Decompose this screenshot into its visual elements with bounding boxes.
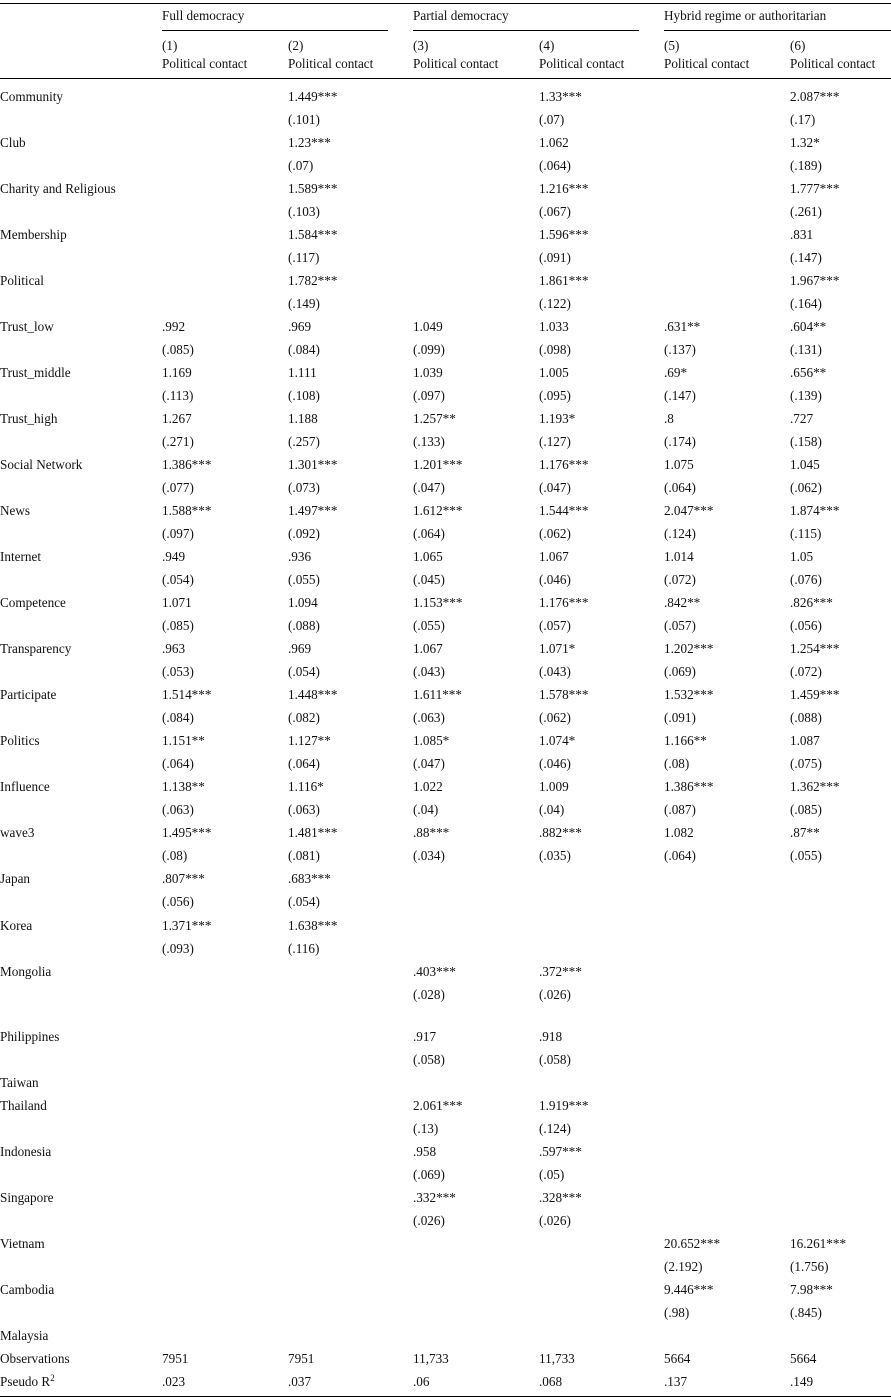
coefficient-cell: 1.612*** xyxy=(413,503,463,518)
coefficient-cell: 1.153*** xyxy=(413,595,463,610)
coefficient-cell: 1.039 xyxy=(413,365,443,380)
std-error-cell: (.026) xyxy=(539,987,571,1002)
std-error-cell: (.055) xyxy=(288,572,320,587)
std-error-cell: (.076) xyxy=(790,572,822,587)
std-error-cell: (.091) xyxy=(539,250,571,265)
std-error-cell: (.116) xyxy=(288,941,320,956)
coefficient-cell: 1.449*** xyxy=(288,89,338,104)
column-label: Political contact xyxy=(790,56,876,71)
std-error-cell: (.058) xyxy=(413,1052,445,1067)
coefficient-cell: 1.448*** xyxy=(288,687,338,702)
row-label: Thailand xyxy=(0,1098,47,1113)
std-error-cell: (.115) xyxy=(790,526,822,541)
coefficient-cell: .936 xyxy=(288,549,312,564)
std-error-cell: (.139) xyxy=(790,388,822,403)
std-error-cell: (.087) xyxy=(664,802,696,817)
std-error-cell: (.164) xyxy=(790,296,822,311)
std-error-cell: (.072) xyxy=(664,572,696,587)
std-error-cell: (.091) xyxy=(664,710,696,725)
coefficient-cell: 1.188 xyxy=(288,411,318,426)
coefficient-cell: 1.067 xyxy=(539,549,569,564)
std-error-cell: (.055) xyxy=(413,618,445,633)
row-label: Indonesia xyxy=(0,1144,52,1159)
coefficient-cell: 1.014 xyxy=(664,549,694,564)
coefficient-cell: 1.071* xyxy=(539,641,576,656)
coefficient-cell: 7951 xyxy=(162,1351,189,1366)
coefficient-cell: .727 xyxy=(790,411,814,426)
std-error-cell: (.131) xyxy=(790,342,822,357)
std-error-cell: (.127) xyxy=(539,434,571,449)
coefficient-cell: 1.611*** xyxy=(413,687,462,702)
row-label: Trust_low xyxy=(0,319,54,334)
std-error-cell: (.17) xyxy=(790,112,816,127)
coefficient-cell: 1.166** xyxy=(664,733,707,748)
coefficient-cell: 2.087*** xyxy=(790,89,840,104)
std-error-cell: (.08) xyxy=(664,756,690,771)
coefficient-cell: 1.094 xyxy=(288,595,318,610)
coefficient-cell: 1.254*** xyxy=(790,641,840,656)
std-error-cell: (.097) xyxy=(162,526,194,541)
coefficient-cell: 2.047*** xyxy=(664,503,714,518)
coefficient-cell: .917 xyxy=(413,1029,437,1044)
std-error-cell: (.057) xyxy=(664,618,696,633)
std-error-cell: (.097) xyxy=(413,388,445,403)
std-error-cell: (.04) xyxy=(413,802,439,817)
std-error-cell: (.028) xyxy=(413,987,445,1002)
std-error-cell: (.062) xyxy=(539,526,571,541)
coefficient-cell: 1.638*** xyxy=(288,918,338,933)
std-error-cell: (.063) xyxy=(162,802,194,817)
coefficient-cell: .023 xyxy=(162,1374,186,1389)
coefficient-cell: 1.045 xyxy=(790,457,820,472)
coefficient-cell: 1.32* xyxy=(790,135,820,150)
coefficient-cell: 1.967*** xyxy=(790,273,840,288)
std-error-cell: (.085) xyxy=(790,802,822,817)
std-error-cell: (.113) xyxy=(162,388,194,403)
coefficient-cell: 1.085* xyxy=(413,733,450,748)
coefficient-cell: 1.371*** xyxy=(162,918,212,933)
row-label: Philippines xyxy=(0,1029,60,1044)
std-error-cell: (.082) xyxy=(288,710,320,725)
coefficient-cell: .992 xyxy=(162,319,186,334)
coefficient-cell: 1.777*** xyxy=(790,181,840,196)
group-underline xyxy=(413,30,639,31)
coefficient-cell: 1.201*** xyxy=(413,457,463,472)
column-number: (2) xyxy=(288,38,304,53)
std-error-cell: (.98) xyxy=(664,1305,690,1320)
coefficient-cell: 1.082 xyxy=(664,825,694,840)
coefficient-cell: 1.116* xyxy=(288,779,324,794)
std-error-cell: (.081) xyxy=(288,848,320,863)
std-error-cell: (.056) xyxy=(790,618,822,633)
row-label: Political xyxy=(0,273,44,288)
superscript: 2 xyxy=(50,1373,55,1383)
std-error-cell: (.072) xyxy=(790,664,822,679)
column-label: Political contact xyxy=(413,56,499,71)
coefficient-cell: .958 xyxy=(413,1144,437,1159)
coefficient-cell: 16.261*** xyxy=(790,1236,847,1251)
std-error-cell: (.084) xyxy=(162,710,194,725)
row-label: Singapore xyxy=(0,1190,54,1205)
std-error-cell: (.099) xyxy=(413,342,445,357)
std-error-cell: (.047) xyxy=(413,480,445,495)
group-underline xyxy=(162,30,388,31)
std-error-cell: (.092) xyxy=(288,526,320,541)
coefficient-cell: 1.588*** xyxy=(162,503,212,518)
coefficient-cell: 1.049 xyxy=(413,319,443,334)
std-error-cell: (.124) xyxy=(539,1121,571,1136)
coefficient-cell: .882*** xyxy=(539,825,582,840)
column-label: Political contact xyxy=(539,56,625,71)
std-error-cell: (.088) xyxy=(790,710,822,725)
row-label: wave3 xyxy=(0,825,35,840)
coefficient-cell: 1.578*** xyxy=(539,687,589,702)
coefficient-cell: .69* xyxy=(664,365,688,380)
std-error-cell: (.056) xyxy=(162,894,194,909)
std-error-cell: (.043) xyxy=(539,664,571,679)
coefficient-cell: 1.497*** xyxy=(288,503,338,518)
std-error-cell: (.845) xyxy=(790,1305,822,1320)
coefficient-cell: 1.267 xyxy=(162,411,192,426)
row-label: Trust_middle xyxy=(0,365,71,380)
coefficient-cell: 1.067 xyxy=(413,641,443,656)
std-error-cell: (.149) xyxy=(288,296,320,311)
std-error-cell: (.189) xyxy=(790,158,822,173)
std-error-cell: (.064) xyxy=(162,756,194,771)
coefficient-cell: 1.514*** xyxy=(162,687,212,702)
std-error-cell: (.098) xyxy=(539,342,571,357)
row-label: Trust_high xyxy=(0,411,58,426)
std-error-cell: (.158) xyxy=(790,434,822,449)
coefficient-cell: 1.169 xyxy=(162,365,192,380)
coefficient-cell: 1.532*** xyxy=(664,687,714,702)
coefficient-cell: .037 xyxy=(288,1374,312,1389)
std-error-cell: (.085) xyxy=(162,342,194,357)
std-error-cell: (.046) xyxy=(539,572,571,587)
coefficient-cell: 1.193* xyxy=(539,411,576,426)
std-error-cell: (.04) xyxy=(539,802,565,817)
group-header: Full democracy xyxy=(162,8,245,23)
coefficient-cell: 1.782*** xyxy=(288,273,338,288)
coefficient-cell: .604** xyxy=(790,319,827,334)
std-error-cell: (.108) xyxy=(288,388,320,403)
coefficient-cell: .963 xyxy=(162,641,186,656)
coefficient-cell: 1.005 xyxy=(539,365,569,380)
coefficient-cell: 1.071 xyxy=(162,595,192,610)
std-error-cell: (1.756) xyxy=(790,1259,829,1274)
std-error-cell: (.093) xyxy=(162,941,194,956)
row-label: Cambodia xyxy=(0,1282,55,1297)
column-number: (3) xyxy=(413,38,429,53)
coefficient-cell: .969 xyxy=(288,319,312,334)
coefficient-cell: 1.589*** xyxy=(288,181,338,196)
row-label: Pseudo $R^2$ xyxy=(0,1373,55,1389)
coefficient-cell: 1.459*** xyxy=(790,687,840,702)
coefficient-cell: .949 xyxy=(162,549,186,564)
coefficient-cell: .328*** xyxy=(539,1190,582,1205)
coefficient-cell: 1.127** xyxy=(288,733,331,748)
coefficient-cell: 1.544*** xyxy=(539,503,589,518)
std-error-cell: (.08) xyxy=(162,848,188,863)
coefficient-cell: .826*** xyxy=(790,595,833,610)
coefficient-cell: .332*** xyxy=(413,1190,456,1205)
coefficient-cell: 7951 xyxy=(288,1351,315,1366)
std-error-cell: (.05) xyxy=(539,1167,565,1182)
coefficient-cell: .372*** xyxy=(539,964,582,979)
std-error-cell: (.122) xyxy=(539,296,571,311)
coefficient-cell: 1.033 xyxy=(539,319,569,334)
row-label: Observations xyxy=(0,1351,70,1366)
std-error-cell: (.067) xyxy=(539,204,571,219)
std-error-cell: (.174) xyxy=(664,434,696,449)
coefficient-cell: 1.362*** xyxy=(790,779,840,794)
column-label: Political contact xyxy=(664,56,750,71)
coefficient-cell: 1.301*** xyxy=(288,457,338,472)
coefficient-cell: 1.874*** xyxy=(790,503,840,518)
row-label: News xyxy=(0,503,31,518)
coefficient-cell: 1.05 xyxy=(790,549,814,564)
std-error-cell: (.053) xyxy=(162,664,194,679)
std-error-cell: (.07) xyxy=(288,158,314,173)
std-error-cell: (.147) xyxy=(790,250,822,265)
std-error-cell: (.054) xyxy=(288,664,320,679)
column-number: (6) xyxy=(790,38,806,53)
std-error-cell: (.062) xyxy=(790,480,822,495)
column-label: Political contact xyxy=(162,56,248,71)
std-error-cell: (.124) xyxy=(664,526,696,541)
std-error-cell: (.064) xyxy=(664,848,696,863)
std-error-cell: (.045) xyxy=(413,572,445,587)
column-number: (4) xyxy=(539,38,555,53)
std-error-cell: (.069) xyxy=(413,1167,445,1182)
coefficient-cell: 1.861*** xyxy=(539,273,589,288)
row-label: Korea xyxy=(0,918,33,933)
coefficient-cell: .842** xyxy=(664,595,701,610)
std-error-cell: (.046) xyxy=(539,756,571,771)
coefficient-cell: 1.151** xyxy=(162,733,205,748)
coefficient-cell: .807*** xyxy=(162,871,205,886)
coefficient-cell: .137 xyxy=(664,1374,688,1389)
std-error-cell: (.271) xyxy=(162,434,194,449)
coefficient-cell: 1.386*** xyxy=(162,457,212,472)
coefficient-cell: .068 xyxy=(539,1374,563,1389)
coefficient-cell: 20.652*** xyxy=(664,1236,721,1251)
std-error-cell: (.103) xyxy=(288,204,320,219)
std-error-cell: (.047) xyxy=(413,756,445,771)
coefficient-cell: 1.176*** xyxy=(539,457,589,472)
row-label: Competence xyxy=(0,595,66,610)
std-error-cell: (.07) xyxy=(539,112,565,127)
coefficient-cell: .656** xyxy=(790,365,827,380)
coefficient-cell: .88*** xyxy=(413,825,450,840)
coefficient-cell: .918 xyxy=(539,1029,563,1044)
coefficient-cell: 1.257** xyxy=(413,411,456,426)
coefficient-cell: 1.481*** xyxy=(288,825,338,840)
std-error-cell: (.063) xyxy=(288,802,320,817)
coefficient-cell: 1.065 xyxy=(413,549,443,564)
std-error-cell: (.026) xyxy=(413,1213,445,1228)
std-error-cell: (.057) xyxy=(539,618,571,633)
coefficient-cell: 1.919*** xyxy=(539,1098,589,1113)
std-error-cell: (.147) xyxy=(664,388,696,403)
row-label: Taiwan xyxy=(0,1075,39,1090)
row-label: Malaysia xyxy=(0,1328,49,1343)
coefficient-cell: 1.386*** xyxy=(664,779,714,794)
row-label: Participate xyxy=(0,687,57,702)
std-error-cell: (.063) xyxy=(413,710,445,725)
coefficient-cell: 2.061*** xyxy=(413,1098,463,1113)
coefficient-cell: .597*** xyxy=(539,1144,582,1159)
coefficient-cell: 9.446*** xyxy=(664,1282,714,1297)
std-error-cell: (.13) xyxy=(413,1121,439,1136)
coefficient-cell: 1.216*** xyxy=(539,181,589,196)
std-error-cell: (.064) xyxy=(288,756,320,771)
coefficient-cell: 1.074* xyxy=(539,733,576,748)
row-label: Internet xyxy=(0,549,42,564)
group-header: Partial democracy xyxy=(413,8,509,23)
std-error-cell: (.095) xyxy=(539,388,571,403)
std-error-cell: (.101) xyxy=(288,112,320,127)
coefficient-cell: .87** xyxy=(790,825,820,840)
std-error-cell: (.085) xyxy=(162,618,194,633)
row-label: Mongolia xyxy=(0,964,52,979)
std-error-cell: (.062) xyxy=(539,710,571,725)
coefficient-cell: .631** xyxy=(664,319,701,334)
row-label: Transparency xyxy=(0,641,72,656)
coefficient-cell: 1.202*** xyxy=(664,641,714,656)
row-label: Charity and Religious xyxy=(0,181,116,196)
std-error-cell: (.257) xyxy=(288,434,320,449)
row-label: Vietnam xyxy=(0,1236,45,1251)
coefficient-cell: .06 xyxy=(413,1374,430,1389)
coefficient-cell: 1.087 xyxy=(790,733,820,748)
std-error-cell: (.261) xyxy=(790,204,822,219)
coefficient-cell: 5664 xyxy=(664,1351,691,1366)
coefficient-cell: 5664 xyxy=(790,1351,817,1366)
header-rule xyxy=(0,78,891,79)
std-error-cell: (.077) xyxy=(162,480,194,495)
std-error-cell: (.055) xyxy=(790,848,822,863)
coefficient-cell: 1.596*** xyxy=(539,227,589,242)
std-error-cell: (.034) xyxy=(413,848,445,863)
coefficient-cell: 1.176*** xyxy=(539,595,589,610)
coefficient-cell: 1.009 xyxy=(539,779,569,794)
group-underline xyxy=(664,30,891,31)
std-error-cell: (.069) xyxy=(664,664,696,679)
std-error-cell: (.064) xyxy=(664,480,696,495)
row-label: Influence xyxy=(0,779,50,794)
coefficient-cell: 1.022 xyxy=(413,779,443,794)
column-number: (5) xyxy=(664,38,680,53)
coefficient-cell: 1.111 xyxy=(288,365,317,380)
row-label: Social Network xyxy=(0,457,83,472)
std-error-cell: (.117) xyxy=(288,250,320,265)
std-error-cell: (.133) xyxy=(413,434,445,449)
coefficient-cell: 1.495*** xyxy=(162,825,212,840)
std-error-cell: (.058) xyxy=(539,1052,571,1067)
std-error-cell: (.054) xyxy=(162,572,194,587)
row-label: Club xyxy=(0,135,26,150)
coefficient-cell: .8 xyxy=(664,411,674,426)
std-error-cell: (.073) xyxy=(288,480,320,495)
coefficient-cell: 1.33*** xyxy=(539,89,582,104)
std-error-cell: (.043) xyxy=(413,664,445,679)
group-header: Hybrid regime or authoritarian xyxy=(664,8,827,23)
coefficient-cell: 1.584*** xyxy=(288,227,338,242)
std-error-cell: (.064) xyxy=(539,158,571,173)
std-error-cell: (.084) xyxy=(288,342,320,357)
std-error-cell: (.047) xyxy=(539,480,571,495)
coefficient-cell: 7.98*** xyxy=(790,1282,833,1297)
coefficient-cell: .149 xyxy=(790,1374,814,1389)
coefficient-cell: 1.23*** xyxy=(288,135,331,150)
coefficient-cell: .403*** xyxy=(413,964,456,979)
std-error-cell: (.137) xyxy=(664,342,696,357)
coefficient-cell: 1.075 xyxy=(664,457,694,472)
std-error-cell: (.075) xyxy=(790,756,822,771)
std-error-cell: (.054) xyxy=(288,894,320,909)
column-label: Political contact xyxy=(288,56,374,71)
coefficient-cell: .683*** xyxy=(288,871,331,886)
std-error-cell: (2.192) xyxy=(664,1259,703,1274)
coefficient-cell: 1.062 xyxy=(539,135,569,150)
coefficient-cell: 11,733 xyxy=(539,1351,575,1366)
std-error-cell: (.088) xyxy=(288,618,320,633)
std-error-cell: (.035) xyxy=(539,848,571,863)
column-number: (1) xyxy=(162,38,178,53)
coefficient-cell: .969 xyxy=(288,641,312,656)
row-label: Politics xyxy=(0,733,40,748)
row-label: Japan xyxy=(0,871,31,886)
coefficient-cell: 11,733 xyxy=(413,1351,449,1366)
bottom-rule xyxy=(0,1396,891,1397)
row-label: Membership xyxy=(0,227,67,242)
coefficient-cell: .831 xyxy=(790,227,814,242)
std-error-cell: (.064) xyxy=(413,526,445,541)
std-error-cell: (.026) xyxy=(539,1213,571,1228)
row-label: Community xyxy=(0,89,64,104)
top-rule xyxy=(0,3,891,4)
coefficient-cell: 1.138** xyxy=(162,779,205,794)
